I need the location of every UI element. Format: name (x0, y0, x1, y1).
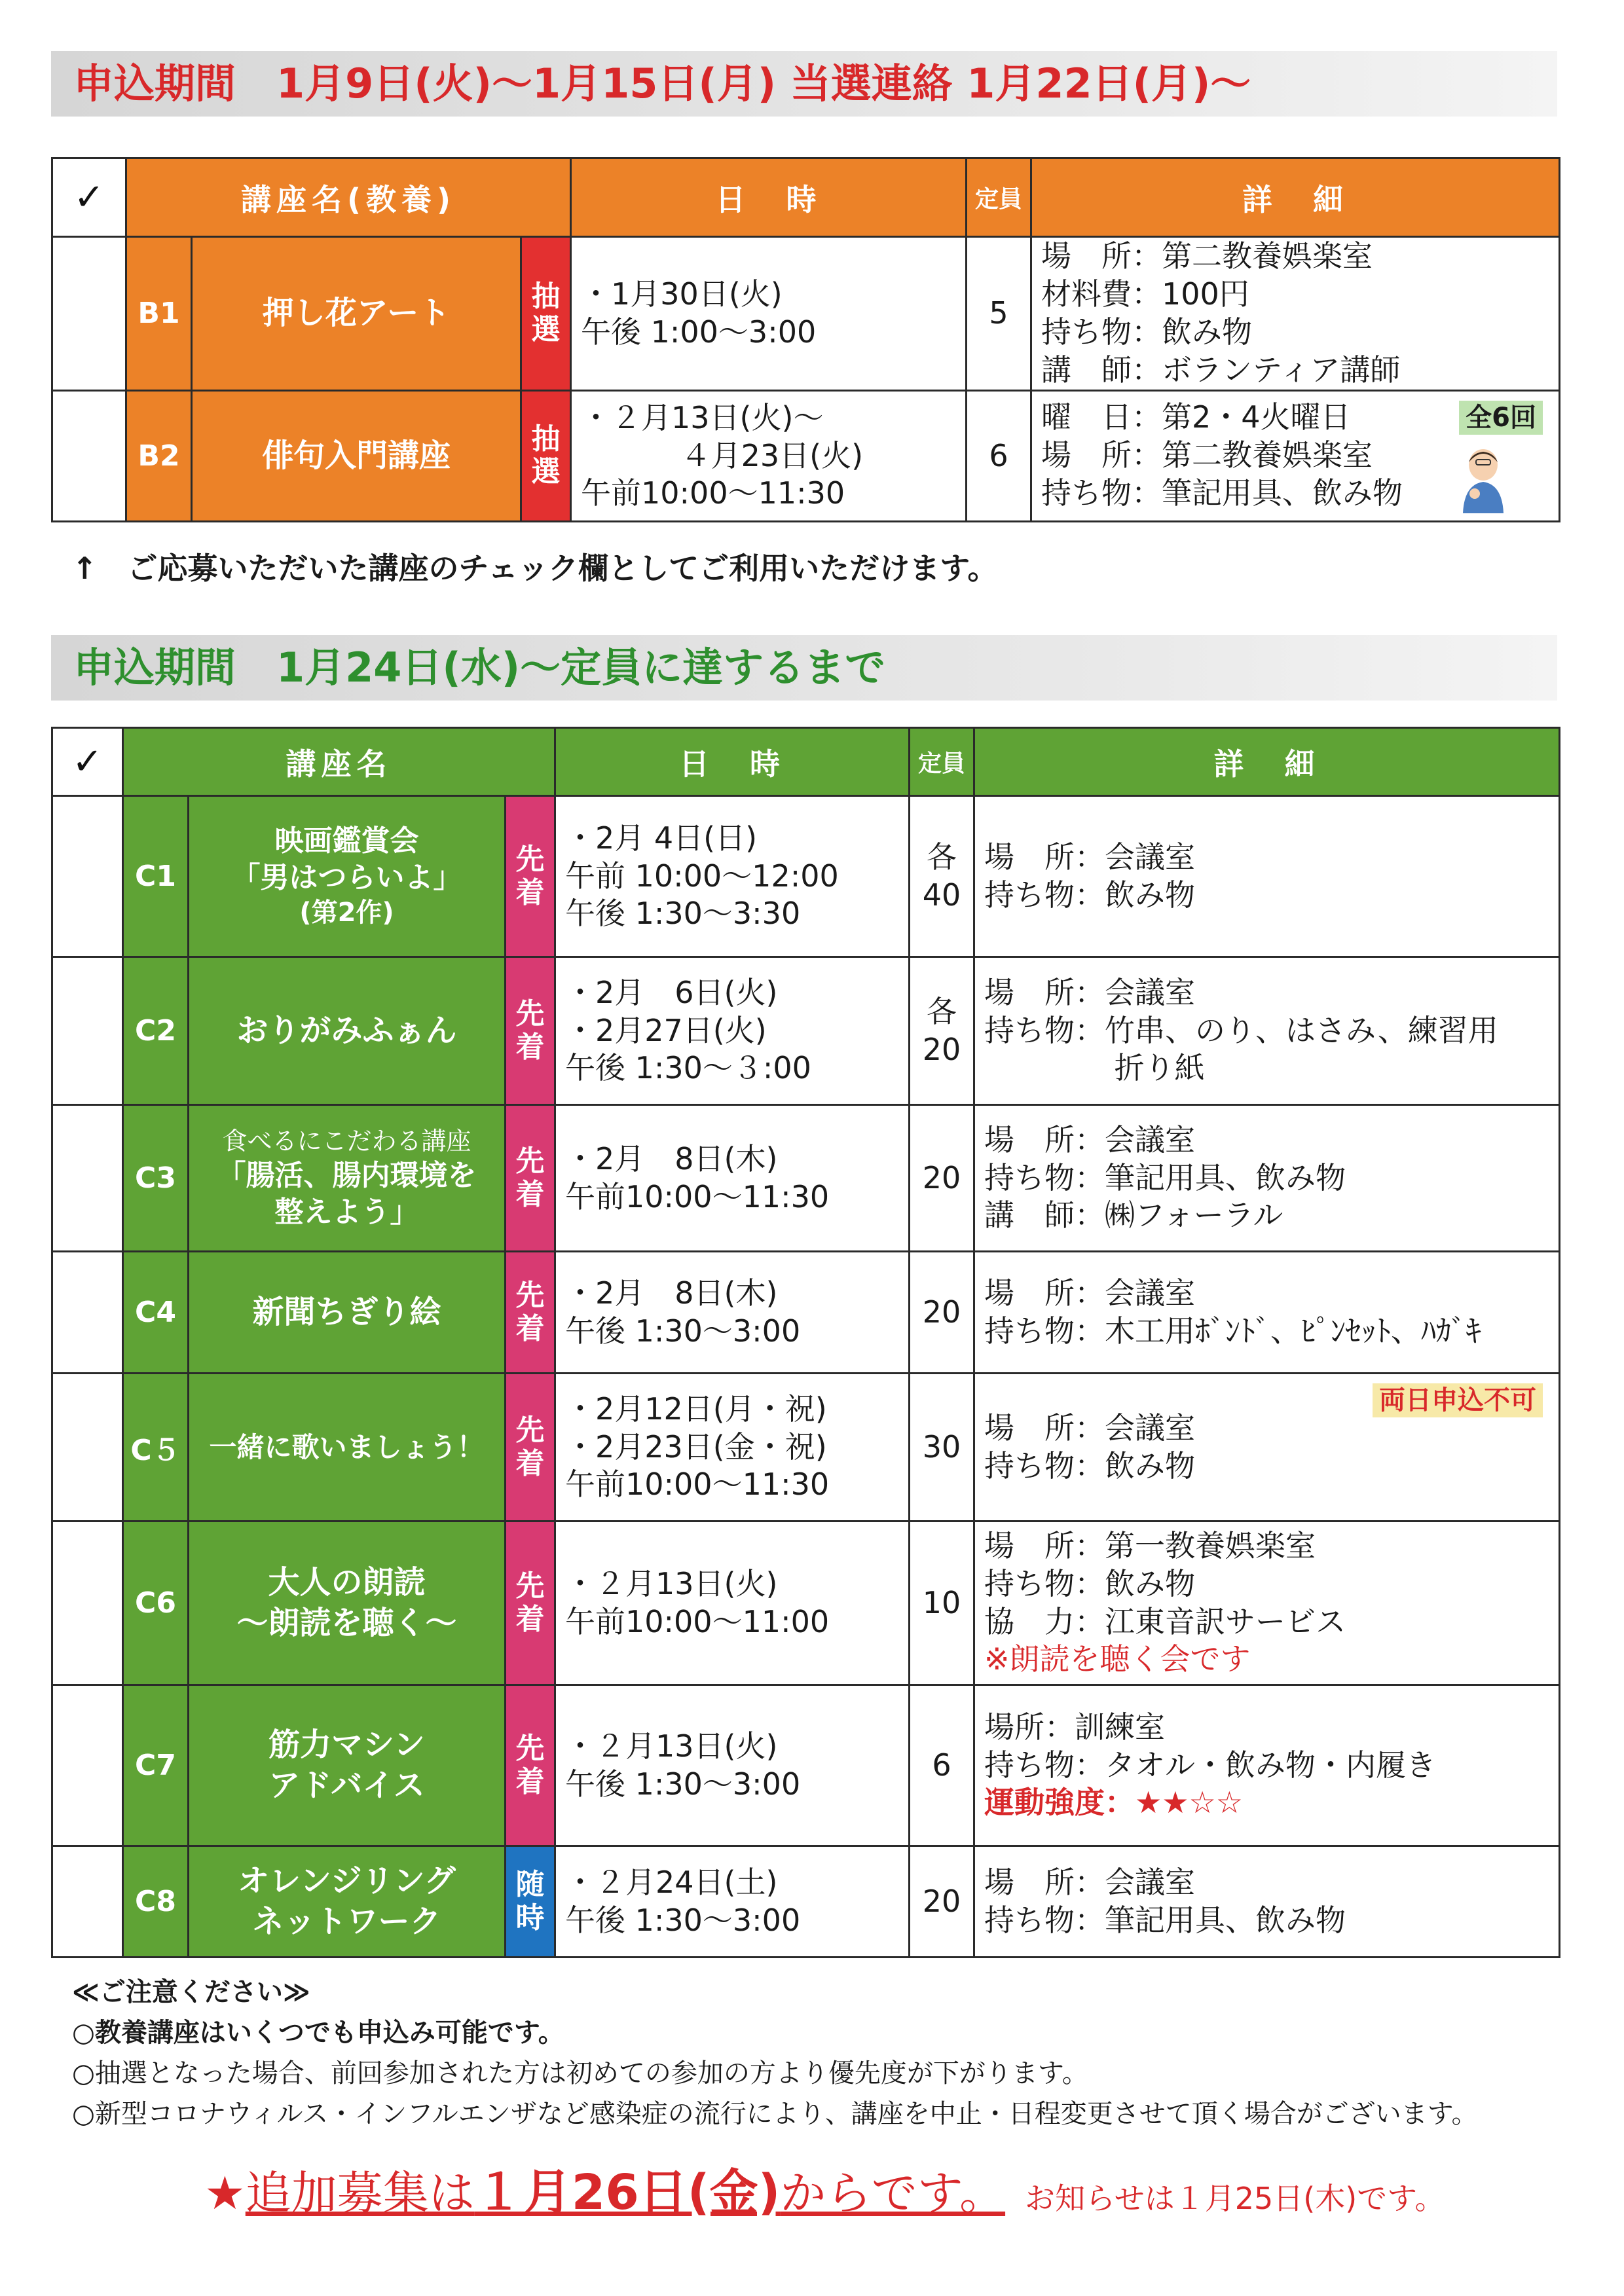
capacity-header: 定員 (910, 728, 974, 796)
datetime-header: 日 時 (571, 158, 967, 237)
datetime-header: 日 時 (555, 728, 910, 796)
notes-section (72, 1972, 1478, 2134)
course-name: 新聞ちぎり絵 (189, 1252, 506, 1374)
course-datetime: ・2月 6日(火) ・2月27日(火) 午後 1:30～３:00 (555, 957, 910, 1105)
course-code: C4 (123, 1252, 189, 1374)
course-capacity: 20 (910, 1846, 974, 1958)
course-datetime: ・２月13日(火) 午前10:00～11:00 (555, 1522, 910, 1685)
check-box[interactable] (52, 1374, 123, 1522)
course-name: 映画鑑賞会 「男はつらいよ」 (第2作) (189, 796, 506, 957)
note-line: ○抽選となった場合、前回参加された方は初めての参加の方より優先度が下がります。 (72, 2058, 1088, 2088)
method-tag: 先 着 (506, 796, 555, 957)
method-tag: 先 着 (506, 957, 555, 1105)
course-code: C2 (123, 957, 189, 1105)
method-tag: 抽 選 (521, 237, 571, 391)
course-note: ※朗読を聴く会です (984, 1641, 1251, 1677)
course-name-header: 講座名(教養) (126, 158, 571, 237)
lottery-course-table (51, 157, 1560, 522)
course-capacity: 30 (910, 1374, 974, 1522)
check-box[interactable] (52, 1105, 123, 1252)
course-code: B1 (126, 237, 192, 391)
course-capacity: 20 (910, 1105, 974, 1252)
details-header: 詳 細 (974, 728, 1560, 796)
course-code: C7 (123, 1685, 189, 1846)
course-name: おりがみふぁん (189, 957, 506, 1105)
course-details: 曜 日：第2・4火曜日 場 所：第二教養娯楽室 持ち物：筆記用具、飲み物 全6回 (1031, 390, 1560, 521)
course-datetime: ・２月13日(火) 午後 1:30～3:00 (555, 1685, 910, 1846)
check-box[interactable] (52, 1252, 123, 1374)
course-capacity: 各 20 (910, 957, 974, 1105)
course-capacity: 6 (967, 390, 1031, 521)
course-details: 場 所：会議室 持ち物：筆記用具、飲み物 (974, 1846, 1560, 1958)
course-datetime: ・２月24日(土) 午後 1:30～3:00 (555, 1846, 910, 1958)
check-box[interactable] (52, 796, 123, 957)
first-come-course-table (51, 727, 1560, 1958)
footer-text: 追加募集は (245, 2166, 475, 2220)
check-column-note: ↑ ご応募いただいた講座のチェック欄としてご利用いただけます。 (72, 551, 998, 586)
course-name: オレンジリング ネットワーク (189, 1846, 506, 1958)
notes-title: ≪ご注意ください≫ (72, 1977, 310, 2007)
person-icon (1456, 445, 1510, 513)
details-header: 詳 細 (1031, 158, 1560, 237)
check-column-header: ✓ (52, 728, 123, 796)
course-code: C５ (123, 1374, 189, 1522)
course-capacity: 20 (910, 1252, 974, 1374)
method-tag: 抽 選 (521, 390, 571, 521)
footer-date: １月26日(金) (474, 2164, 781, 2221)
check-box[interactable] (52, 1685, 123, 1846)
course-capacity: 6 (910, 1685, 974, 1846)
course-code: C1 (123, 796, 189, 957)
course-details: 場 所：会議室 持ち物：竹串、のり、はさみ、練習用 折り紙 (974, 957, 1560, 1105)
method-tag: 先 着 (506, 1685, 555, 1846)
method-tag: 先 着 (506, 1105, 555, 1252)
method-tag: 先 着 (506, 1374, 555, 1522)
star-icon: ★ (204, 2166, 246, 2220)
session-count-badge: 全6回 (1459, 401, 1543, 435)
note-line: ○新型コロナウィルス・インフルエンザなど感染症の流行により、講座を中止・日程変更させて頂く場合がございます。 (72, 2099, 1478, 2129)
course-details: 場 所：第一教養娯楽室 持ち物：飲み物 協 力：江東音訳サービス ※朗読を聴く会です (974, 1522, 1560, 1685)
course-code: C8 (123, 1846, 189, 1958)
course-details: 場 所：第二教養娯楽室 材料費：100円 持ち物：飲み物 講 師：ボランティア講師 (1031, 237, 1560, 391)
check-box[interactable] (52, 1522, 123, 1685)
check-box[interactable] (52, 1846, 123, 1958)
course-name: 大人の朗読 ～朗読を聴く～ (189, 1522, 506, 1685)
course-name: 食べるにこだわる講座 「腸活、腸内環境を 整えよう」 (189, 1105, 506, 1252)
table-row (52, 1374, 1560, 1522)
course-code: B2 (126, 390, 192, 521)
note-line: ○教養講座はいくつでも申込み可能です。 (72, 2018, 564, 2048)
course-details: 両日申込不可 場 所：会議室 持ち物：飲み物 (974, 1374, 1560, 1522)
course-capacity: 5 (967, 237, 1031, 391)
exercise-intensity: 運動強度：★★☆☆ (984, 1785, 1243, 1821)
course-details: 場 所：会議室 持ち物：飲み物 (974, 796, 1560, 957)
check-box[interactable] (52, 957, 123, 1105)
table-row (52, 957, 1560, 1105)
course-code: C6 (123, 1522, 189, 1685)
course-details: 場 所：会議室 持ち物：木工用ﾎﾞﾝﾄﾞ、ﾋﾟﾝｾｯﾄ、ﾊｶﾞｷ (974, 1252, 1560, 1374)
course-datetime: ・1月30日(火) 午後 1:00～3:00 (571, 237, 967, 391)
check-column-header: ✓ (52, 158, 126, 237)
table-row (52, 1252, 1560, 1374)
table-row (52, 1105, 1560, 1252)
course-details: 場 所：会議室 持ち物：筆記用具、飲み物 講 師：㈱フォーラル (974, 1105, 1560, 1252)
course-name: 一緒に歌いましょう！ (189, 1374, 506, 1522)
footer-text: からです。 (780, 2166, 1006, 2220)
course-code: C3 (123, 1105, 189, 1252)
course-datetime: ・2月 4日(日) 午前 10:00～12:00 午後 1:30～3:30 (555, 796, 910, 957)
course-datetime: ・２月13日(火)～ ４月23日(火) 午前10:00～11:30 (571, 390, 967, 521)
course-capacity: 各 40 (910, 796, 974, 957)
section1-header: 申込期間 1月9日(火)～1月15日(月) 当選連絡 1月22日(月)～ (51, 51, 1557, 117)
warning-badge: 両日申込不可 (1373, 1383, 1543, 1417)
additional-recruitment-notice (204, 2154, 1445, 2223)
method-tag: 先 着 (506, 1522, 555, 1685)
course-datetime: ・2月 8日(木) 午前10:00～11:30 (555, 1105, 910, 1252)
check-box[interactable] (52, 237, 126, 391)
course-name: 押し花アート (192, 237, 521, 391)
course-name: 筋力マシン アドバイス (189, 1685, 506, 1846)
table-row (52, 390, 1560, 521)
course-name-header: 講座名 (123, 728, 555, 796)
course-datetime: ・2月 8日(木) 午後 1:30～3:00 (555, 1252, 910, 1374)
check-box[interactable] (52, 390, 126, 521)
table-row (52, 1685, 1560, 1846)
footer-announcement: お知らせは１月25日(木)です。 (1025, 2181, 1445, 2216)
course-datetime: ・2月12日(月・祝) ・2月23日(金・祝) 午前10:00～11:30 (555, 1374, 910, 1522)
table-row (52, 237, 1560, 391)
table-row (52, 1846, 1560, 1958)
table-row (52, 796, 1560, 957)
method-tag: 随 時 (506, 1846, 555, 1958)
course-name: 俳句入門講座 (192, 390, 521, 521)
section2-header: 申込期間 1月24日(水)～定員に達するまで (51, 635, 1557, 701)
capacity-header: 定員 (967, 158, 1031, 237)
table-row (52, 1522, 1560, 1685)
course-details: 場所：訓練室 持ち物：タオル・飲み物・内履き 運動強度：★★☆☆ (974, 1685, 1560, 1846)
method-tag: 先 着 (506, 1252, 555, 1374)
course-capacity: 10 (910, 1522, 974, 1685)
